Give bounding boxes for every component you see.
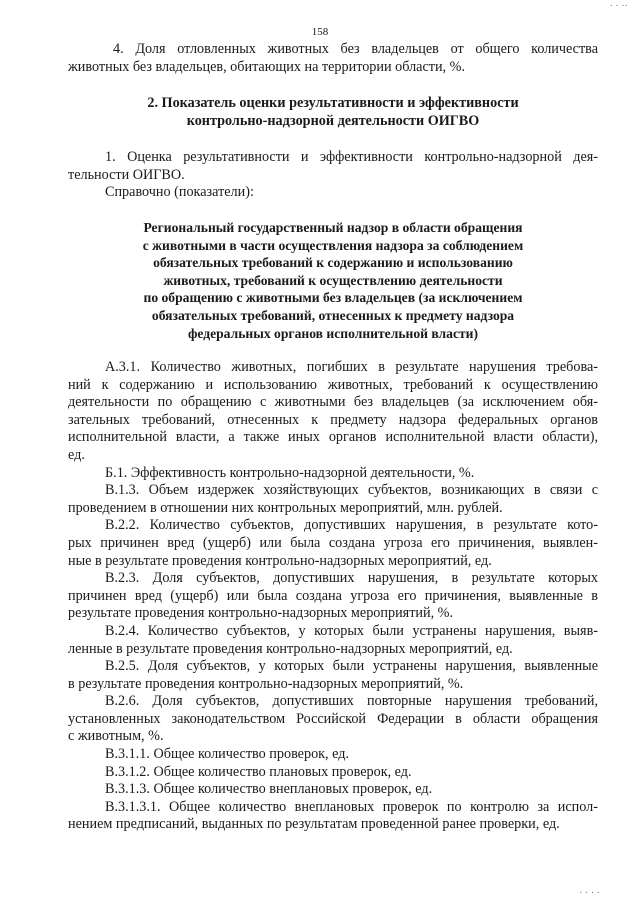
text-line: проведением в отношении них контрольных мероприятий, млн. рублей. [68, 499, 503, 516]
text-line: 4. Доля отловленных животных без владельцев от общего количества [113, 41, 598, 57]
text-line: Б.1. Эффективность контрольно-надзорной деятельности, %. [105, 464, 475, 481]
text-line: 1. Оценка результативности и эффективности контрольно-надзорной дея- [105, 149, 598, 165]
text-line: В.2.4. Количество субъектов, у которых были устранены нарушения, выяв- [105, 622, 598, 639]
text-line: рых причинен вред (ущерб) или была создана угроза его причинения, выявлен- [68, 534, 598, 551]
text-line: А.3.1. Количество животных, погибших в результате нарушения требова- [105, 359, 598, 375]
paragraph-v311 [68, 746, 598, 764]
section-title [68, 95, 598, 130]
paragraph-v26 [68, 693, 598, 746]
paragraph-v313 [68, 781, 598, 799]
paragraph-v23 [68, 570, 598, 623]
intro [68, 149, 598, 202]
text-line: нением предписаний, выданных по результатам проведенной ранее проверки, ед. [68, 816, 560, 833]
text-line: В.1.3. Объем издержек хозяйствующих субъектов, возникающих в связи с [105, 482, 598, 499]
text-line: деятельности по обращению с животными без владельцев (за исключением обя- [68, 394, 598, 411]
text-line: В.3.1.2. Общее количество плановых проверок, ед. [105, 763, 412, 780]
text-line: тельности ОИГВО. [68, 166, 185, 183]
paragraph-b1 [68, 465, 598, 483]
text-line: В.2.3. Доля субъектов, допустивших нарушения, в результате которых [105, 570, 598, 587]
text-line: В.2.6. Доля субъектов, допустивших повторные нарушения требований, [105, 693, 598, 710]
text-line: В.2.2. Количество субъектов, допустивших нарушения, в результате кото- [105, 517, 598, 534]
text-line: в результате проведения контрольно-надзорных мероприятий, %. [68, 675, 464, 692]
paragraph-a31 [68, 359, 598, 465]
text-line: исполнительной власти, а также иных органов исполнительной власти области), [68, 429, 598, 446]
text-line: В.2.5. Доля субъектов, у которых были устранены нарушения, выявленные [105, 658, 598, 675]
subheading-line: обязательных требований, отнесенных к предмету надзора [151, 307, 515, 323]
text-line: ные в результате проведения контрольно-надзорных мероприятий, ед. [68, 552, 492, 569]
section-title-line: контрольно-надзорной деятельности ОИГВО [186, 112, 480, 129]
indicators-list [68, 359, 598, 834]
text-line: В.3.1.3.1. Общее количество внеплановых проверок по контролю за испол- [105, 798, 598, 815]
subheading-line: Региональный государственный надзор в области обращения [143, 220, 523, 235]
paragraph-v24 [68, 623, 598, 658]
text-line: результате проведения контрольно-надзорных мероприятий, %. [68, 605, 454, 622]
section-title-line: 2. Показатель оценки результативности и эффективности [147, 95, 519, 111]
text-line: В.3.1.1. Общее количество проверок, ед. [105, 746, 350, 763]
subheading-line: животных, требований к осуществлению деятельности [163, 272, 503, 288]
text-line: животных без владельцев, обитающих на территории области, %. [68, 58, 466, 75]
text-line: зательных требований, отнесенных к предмету надзора федеральных органов [68, 411, 598, 428]
text-line: Справочно (показатели): [105, 184, 254, 201]
subheading [68, 219, 598, 342]
text-line: ед. [68, 446, 85, 463]
subheading-line: с животными в части осуществления надзора за соблюдением [142, 237, 524, 253]
item-4 [68, 41, 598, 76]
text-line: установленных законодательством Российской Федерации в области обращения [68, 710, 598, 727]
subheading-line: федеральных органов исполнительной власти) [187, 325, 479, 341]
paragraph-v13 [68, 482, 598, 517]
paragraph-v22 [68, 517, 598, 570]
text-line: причинен вред (ущерб) или была создана угроза его причинения, выявленные в [68, 587, 598, 604]
scan-mark-bottom: · · · · [579, 888, 600, 899]
subheading-line: по обращению с животными без владельцев (за исключением [143, 290, 523, 306]
paragraph-v3131 [68, 799, 598, 834]
paragraph-v312 [68, 764, 598, 782]
scan-mark-top: · · ·· [609, 1, 628, 12]
text-line: ний к содержанию и использованию животных, требований к осуществлению [68, 376, 598, 393]
text-line: ленные в результате проведения контрольно-надзорных мероприятий, ед. [68, 640, 513, 657]
text-line: с животным, %. [68, 728, 164, 745]
text-line: В.3.1.3. Общее количество внеплановых проверок, ед. [105, 781, 433, 798]
page-number: 158 [311, 26, 329, 38]
subheading-line: обязательных требований к содержанию и использованию [153, 255, 513, 271]
paragraph-v25 [68, 658, 598, 693]
